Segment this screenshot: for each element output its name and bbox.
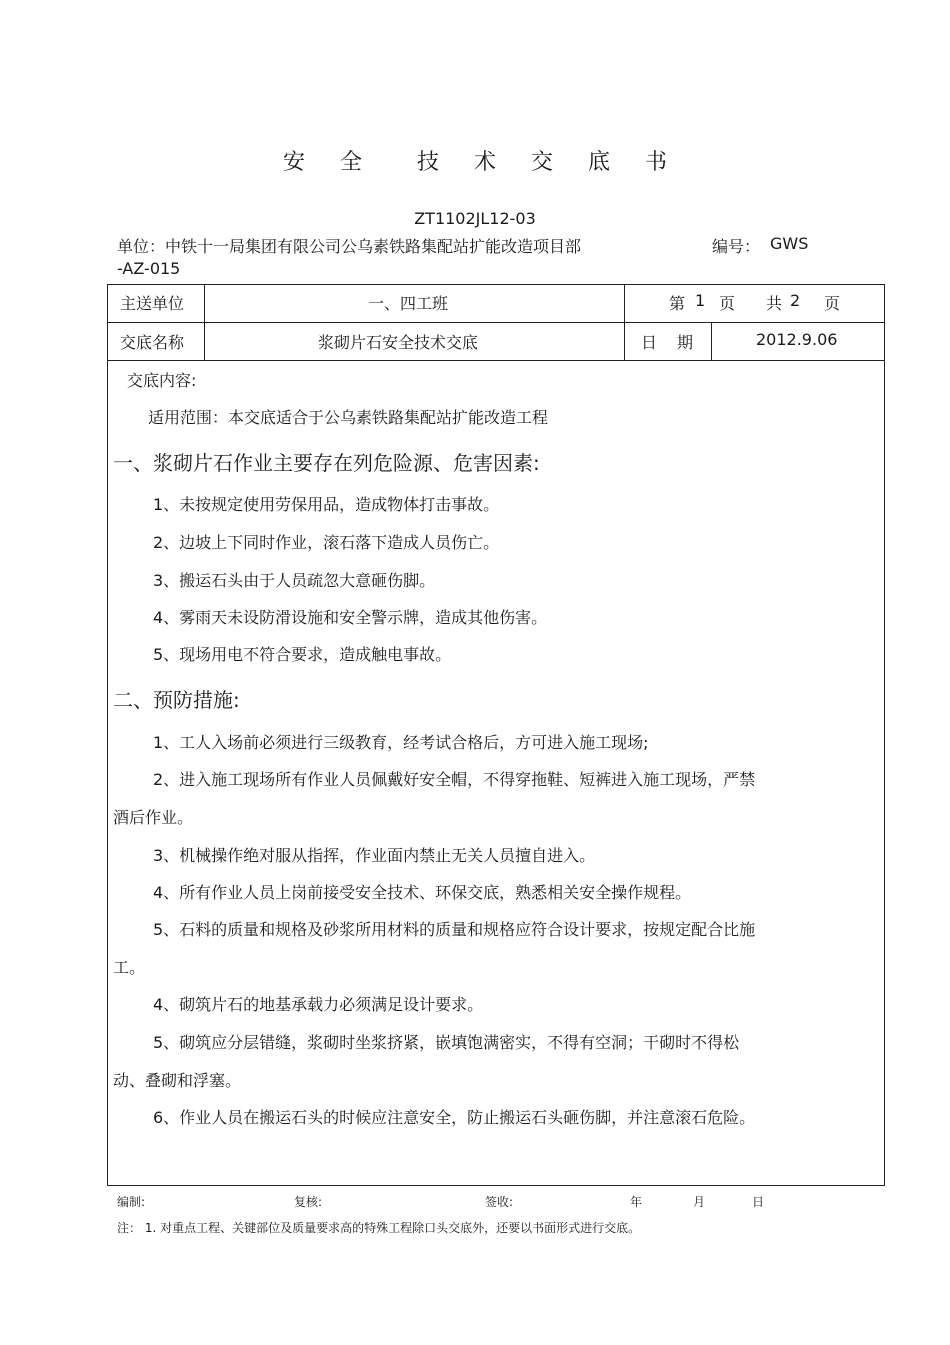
hazard-item: 4、雾雨天未设防滑设施和安全警示牌，造成其他伤害。 — [153, 608, 548, 627]
briefing-name-label: 交底名称 — [120, 333, 185, 352]
measure-item: 3、机械操作绝对服从指挥，作业面内禁止无关人员擅自进入。 — [153, 846, 596, 865]
total-pages: 2 — [790, 291, 801, 310]
hazard-item: 5、现场用电不符合要求，造成触电事故。 — [153, 645, 452, 664]
section-heading: 一、浆砌片石作业主要存在列危险源、危害因素: — [113, 451, 540, 475]
review-label: 复核: — [294, 1195, 323, 1209]
hazard-item: 3、搬运石头由于人员疏忽大意砸伤脚。 — [153, 571, 436, 590]
measure-item: 4、所有作业人员上岗前接受安全技术、环保交底，熟悉相关安全操作规程。 — [153, 883, 692, 902]
send-unit-label: 主送单位 — [120, 294, 185, 313]
title-char: 书 — [645, 150, 668, 175]
page-word: 页 — [719, 294, 736, 313]
serial-value: GWS — [770, 234, 809, 253]
measure-item-continuation: 酒后作业。 — [113, 808, 194, 827]
date-label: 期 — [677, 333, 694, 352]
document-code: ZT1102JL12-03 — [414, 209, 536, 228]
serial-label: 编号： — [712, 237, 761, 256]
measure-item: 2、进入施工现场所有作业人员佩戴好安全帽，不得穿拖鞋、短裤进入施工现场，严禁 — [153, 770, 756, 789]
page-word: 第 — [669, 294, 686, 313]
send-unit-value: 一、四工班 — [368, 294, 449, 313]
year-label: 年 — [630, 1195, 643, 1209]
unit-line: 单位：中铁十一局集团有限公司公乌素铁路集配站扩能改造项目部 — [117, 237, 582, 256]
row-divider — [108, 360, 884, 361]
measure-item: 5、砌筑应分层错缝，浆砌时坐浆挤紧，嵌填饱满密实，不得有空洞；干砌时不得松 — [153, 1033, 740, 1052]
title-char: 安 — [282, 150, 305, 175]
editor-label: 编制: — [117, 1195, 146, 1209]
serial-tail: -AZ-015 — [117, 259, 181, 278]
measure-item-continuation: 工。 — [113, 958, 146, 977]
hazard-item: 2、边坡上下同时作业，滚石落下造成人员伤亡。 — [153, 533, 500, 552]
total-word: 页 — [824, 294, 841, 313]
measure-item: 1、工人入场前必须进行三级教育，经考试合格后，方可进入施工现场; — [153, 733, 649, 752]
measure-item: 6、作业人员在搬运石头的时候应注意安全，防止搬运石头砸伤脚，并注意滚石危险。 — [153, 1108, 756, 1127]
footnote: 注： 1. 对重点工程、关键部位及质量要求高的特殊工程除口头交底外，还要以书面形式进行交底。 — [117, 1221, 641, 1235]
total-word: 共 — [766, 294, 783, 313]
page-number: 1 — [695, 291, 706, 310]
measure-item: 4、砌筑片石的地基承载力必须满足设计要求。 — [153, 995, 484, 1014]
title-char: 底 — [588, 150, 611, 175]
title-char: 技 — [416, 150, 439, 175]
date-label: 日 — [641, 333, 658, 352]
row-divider — [108, 322, 884, 323]
section-heading: 二、预防措施: — [113, 688, 240, 712]
content-label: 交底内容: — [127, 371, 197, 390]
day-label: 日 — [752, 1195, 765, 1209]
document-title — [0, 145, 950, 176]
receive-label: 签收: — [485, 1195, 514, 1209]
col-divider — [624, 285, 625, 360]
hazard-item: 1、未按规定使用劳保用品，造成物体打击事故。 — [153, 495, 500, 514]
title-char: 术 — [473, 150, 496, 175]
title-char: 交 — [531, 150, 554, 175]
col-divider — [204, 285, 205, 360]
scope-text: 适用范围：本交底适合于公乌素铁路集配站扩能改造工程 — [148, 408, 549, 427]
date-value: 2012.9.06 — [756, 330, 838, 349]
title-char: 全 — [339, 150, 362, 175]
measure-item-continuation: 动、叠砌和浮塞。 — [113, 1071, 242, 1090]
measure-item: 5、石料的质量和规格及砂浆所用材料的质量和规格应符合设计要求，按规定配合比施 — [153, 920, 756, 939]
month-label: 月 — [693, 1195, 706, 1209]
col-divider — [711, 323, 712, 360]
briefing-name-value: 浆砌片石安全技术交底 — [318, 333, 479, 352]
